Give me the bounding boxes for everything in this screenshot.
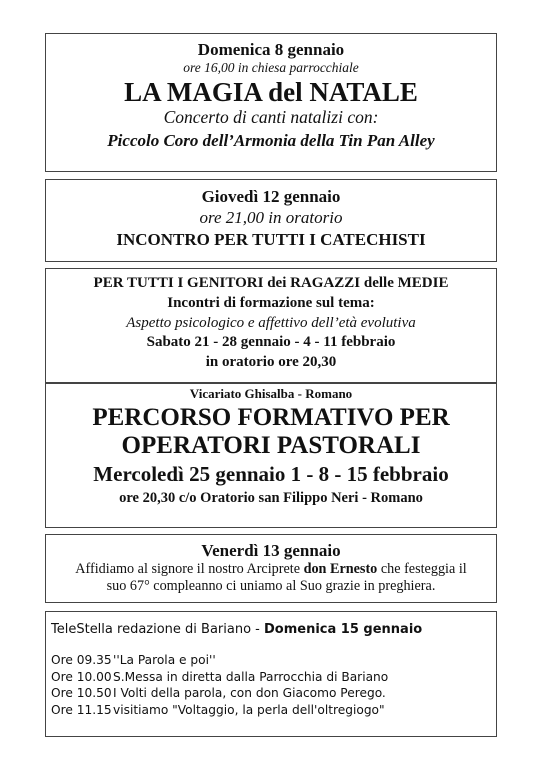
schedule-row — [51, 652, 496, 669]
telestella-heading — [51, 621, 496, 638]
event-theme: Aspetto psicologico e affettivo dell’età evolutiva — [126, 314, 416, 331]
event-title-line2: OPERATORI PASTORALI — [121, 431, 421, 459]
text-after: che festeggia il — [377, 561, 467, 578]
event-concerto — [45, 33, 497, 172]
event-compleanno — [45, 534, 497, 603]
schedule-row — [51, 685, 496, 702]
event-text-line2: suo 67° compleanno ci uniamo al Suo grazie in preghiera. — [106, 577, 436, 594]
schedule-row — [51, 702, 496, 719]
event-title: INCONTRO PER TUTTI I CATECHISTI — [116, 230, 426, 250]
schedule-list — [51, 652, 496, 718]
event-date: Venerdì 13 gennaio — [201, 541, 341, 560]
schedule-desc: visitiamo "Voltaggio, la perla dell'oltregiogo" — [113, 702, 385, 717]
event-dates: Sabato 21 - 28 gennaio - 4 - 11 febbraio — [146, 334, 396, 351]
telestella-schedule — [45, 611, 497, 737]
event-catechisti — [45, 179, 497, 262]
schedule-time: Ore 10.00 — [51, 669, 112, 684]
schedule-desc: ''La Parola e poi'' — [113, 653, 216, 667]
event-heading: PER TUTTI I GENITORI dei RAGAZZI delle MEDIE — [93, 275, 449, 291]
event-date: Domenica 8 gennaio — [197, 40, 345, 59]
schedule-time: Ore 11.15 — [51, 702, 112, 717]
event-intro: Incontri di formazione sul tema: — [167, 294, 375, 311]
event-dates: Mercoledì 25 gennaio 1 - 8 - 15 febbraio — [93, 461, 449, 486]
schedule-desc: I Volti della parola, con don Giacomo Perego. — [113, 686, 386, 700]
schedule-row — [51, 669, 496, 686]
event-subtitle: Concerto di canti natalizi con: — [163, 107, 379, 128]
telestella-date: Domenica 15 gennaio — [264, 622, 423, 637]
event-title: LA MAGIA del NATALE — [124, 77, 418, 108]
event-time-place: ore 16,00 in chiesa parrocchiale — [183, 60, 359, 76]
event-title-line1: PERCORSO FORMATIVO PER — [92, 403, 450, 431]
event-date: Giovedì 12 gennaio — [201, 187, 341, 206]
text-before: Affidiamo al signore il nostro Arciprete — [75, 561, 304, 578]
schedule-time: Ore 10.50 — [51, 686, 112, 700]
priest-name: don Ernesto — [303, 561, 378, 578]
event-time-place: ore 21,00 in oratorio — [199, 208, 343, 228]
telestella-prefix: TeleStella redazione di Bariano - — [51, 622, 264, 637]
event-genitori — [45, 268, 497, 383]
event-organizer: Vicariato Ghisalba - Romano — [189, 386, 353, 401]
event-performer: Piccolo Coro dell’Armonia della Tin Pan Alley — [107, 130, 435, 150]
event-percorso-formativo — [45, 383, 497, 528]
event-text-line1 — [46, 562, 496, 578]
schedule-desc: S.Messa in diretta dalla Parrocchia di Bariano — [113, 669, 389, 684]
event-time-place: in oratorio ore 20,30 — [205, 354, 337, 371]
schedule-time: Ore 09.35 — [51, 653, 112, 667]
event-time-place: ore 20,30 c/o Oratorio san Filippo Neri - Romano — [119, 490, 423, 507]
